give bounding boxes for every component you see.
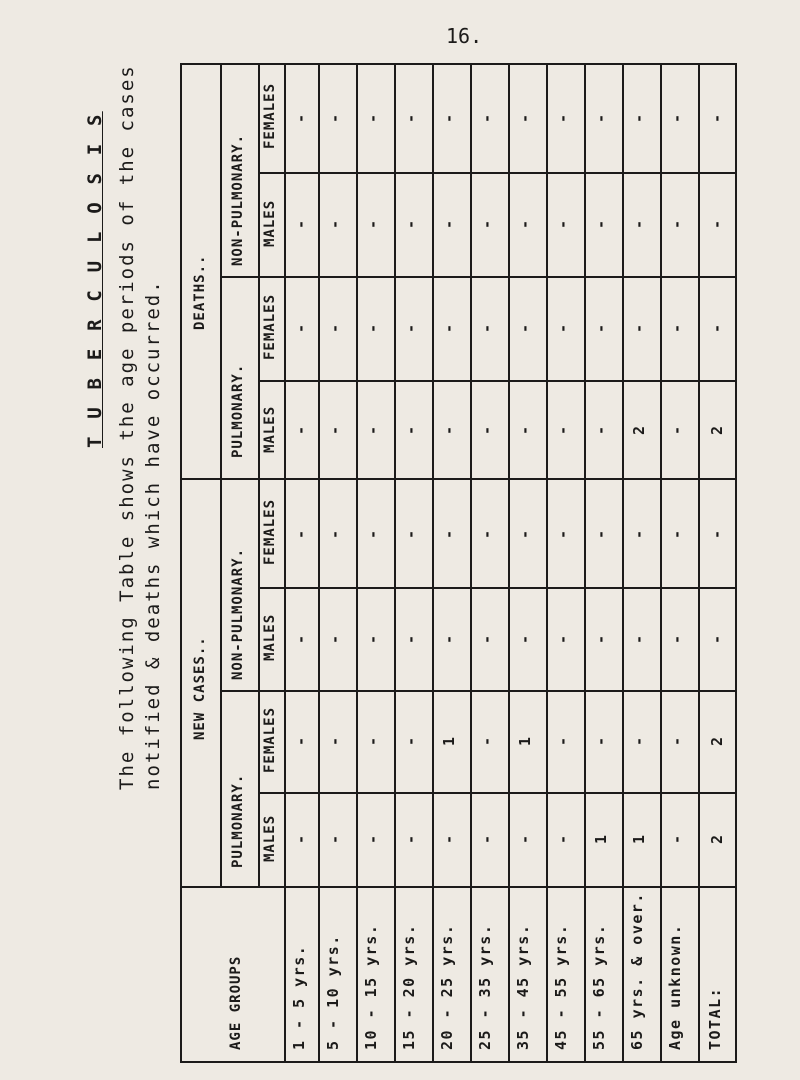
document-title: T U B E R C U L O S I S bbox=[84, 111, 106, 448]
table-cell-value: - bbox=[326, 219, 344, 229]
table-cell-value: - bbox=[326, 736, 344, 746]
header-row-line bbox=[258, 63, 260, 886]
column-divider-line bbox=[258, 276, 737, 278]
column-divider-line bbox=[258, 792, 737, 794]
sub-group-divider-line bbox=[220, 276, 258, 278]
table-cell-value: - bbox=[364, 834, 382, 844]
table-cell-value: - bbox=[554, 323, 572, 333]
table-cell-value: - bbox=[630, 323, 648, 333]
sex-header-males: MALES bbox=[262, 199, 278, 247]
new-non-pulmonary-header: NON-PULMONARY. bbox=[230, 547, 246, 680]
table-cell-value: - bbox=[516, 634, 534, 644]
table-cell-value: - bbox=[402, 736, 420, 746]
page-number: 16. bbox=[446, 24, 483, 48]
table-cell-value: - bbox=[516, 113, 534, 123]
table-cell-value: - bbox=[364, 634, 382, 644]
table-cell-value: - bbox=[402, 834, 420, 844]
table-cell-value: - bbox=[668, 634, 686, 644]
table-cell-value: - bbox=[630, 634, 648, 644]
table-cell-value: - bbox=[478, 834, 496, 844]
table-cell-value: - bbox=[402, 323, 420, 333]
age-group-label: 15 - 20 yrs. bbox=[400, 923, 418, 1050]
age-group-label: 55 - 65 yrs. bbox=[590, 923, 608, 1050]
sex-header-males: MALES bbox=[262, 814, 278, 862]
table-cell-value: - bbox=[440, 425, 458, 435]
table-cell-value: - bbox=[516, 425, 534, 435]
sex-header-females: FEMALES bbox=[262, 82, 278, 149]
table-cell-value: - bbox=[630, 113, 648, 123]
table-cell-value: 1 bbox=[592, 834, 610, 844]
table-cell-value: - bbox=[402, 113, 420, 123]
table-cell-value: - bbox=[592, 736, 610, 746]
table-cell-value: - bbox=[478, 529, 496, 539]
table-cell-value: - bbox=[478, 219, 496, 229]
table-cell-value: - bbox=[292, 834, 310, 844]
table-cell-value: - bbox=[478, 736, 496, 746]
row-divider-line bbox=[470, 63, 472, 1063]
age-group-label: 25 - 35 yrs. bbox=[476, 923, 494, 1050]
header-row-line bbox=[284, 63, 286, 886]
deaths-group-header: DEATHS.. bbox=[192, 254, 208, 330]
table-cell-value: 2 bbox=[708, 834, 726, 844]
table-cell-value: - bbox=[440, 634, 458, 644]
column-divider-line bbox=[258, 172, 737, 174]
header-row-line bbox=[220, 63, 222, 886]
table-cell-value: - bbox=[516, 529, 534, 539]
column-divider-line bbox=[258, 690, 737, 692]
table-cell-value: - bbox=[630, 736, 648, 746]
table-cell-value: - bbox=[554, 219, 572, 229]
new-pulmonary-header: PULMONARY. bbox=[230, 773, 246, 868]
table-cell-value: - bbox=[440, 219, 458, 229]
row-divider-line bbox=[584, 63, 586, 1063]
table-cell-value: - bbox=[402, 425, 420, 435]
age-group-label: 10 - 15 yrs. bbox=[362, 923, 380, 1050]
new-cases-group-header: NEW CASES.. bbox=[192, 636, 208, 740]
row-divider-line bbox=[356, 63, 358, 1063]
table-cell-value: - bbox=[668, 113, 686, 123]
sex-header-females: FEMALES bbox=[262, 293, 278, 360]
table-cell-value: - bbox=[364, 219, 382, 229]
table-cell-value: - bbox=[440, 834, 458, 844]
table-cell-value: - bbox=[668, 425, 686, 435]
table-cell-value: - bbox=[668, 529, 686, 539]
table-cell-value: - bbox=[708, 323, 726, 333]
table-cell-value: - bbox=[554, 529, 572, 539]
table-cell-value: - bbox=[292, 634, 310, 644]
age-groups-header: AGE GROUPS bbox=[228, 955, 244, 1050]
table-cell-value: - bbox=[292, 113, 310, 123]
row-divider-line bbox=[546, 63, 548, 1063]
table-cell-value: - bbox=[402, 529, 420, 539]
table-cell-value: - bbox=[592, 529, 610, 539]
table-cell-value: - bbox=[402, 219, 420, 229]
row-divider-line bbox=[432, 63, 434, 1063]
sex-header-females: FEMALES bbox=[262, 706, 278, 773]
table-cell-value: - bbox=[592, 425, 610, 435]
table-cell-value: - bbox=[630, 529, 648, 539]
table-cell-value: - bbox=[554, 634, 572, 644]
table-cell-value: - bbox=[554, 113, 572, 123]
table-cell-value: - bbox=[292, 425, 310, 435]
age-col-divider-line bbox=[180, 886, 737, 888]
row-divider-line bbox=[622, 63, 624, 1063]
table-cell-value: 2 bbox=[708, 425, 726, 435]
table-cell-value: - bbox=[708, 634, 726, 644]
age-group-label: 35 - 45 yrs. bbox=[514, 923, 532, 1050]
age-group-label: TOTAL: bbox=[706, 986, 724, 1050]
column-divider-line bbox=[258, 380, 737, 382]
table-cell-value: - bbox=[708, 219, 726, 229]
table-cell-value: - bbox=[364, 529, 382, 539]
row-divider-line bbox=[284, 886, 286, 1063]
table-cell-value: - bbox=[592, 634, 610, 644]
sex-header-males: MALES bbox=[262, 613, 278, 661]
table-cell-value: - bbox=[478, 113, 496, 123]
table-cell-value: - bbox=[630, 219, 648, 229]
table-cell-value: - bbox=[326, 634, 344, 644]
table-cell-value: - bbox=[326, 529, 344, 539]
table-cell-value: - bbox=[364, 736, 382, 746]
table-cell-value: - bbox=[592, 323, 610, 333]
age-group-label: 65 yrs. & over. bbox=[628, 892, 646, 1050]
table-cell-value: - bbox=[668, 323, 686, 333]
table-cell-value: - bbox=[292, 736, 310, 746]
table-cell-value: - bbox=[478, 634, 496, 644]
table-cell-value: 1 bbox=[630, 834, 648, 844]
table-cell-value: - bbox=[554, 425, 572, 435]
table-cell-value: - bbox=[326, 834, 344, 844]
heading-line-1: The following Table shows the age periods of the cases bbox=[116, 64, 138, 790]
table-cell-value: 1 bbox=[516, 736, 534, 746]
table-cell-value: 1 bbox=[440, 736, 458, 746]
heading-line-2: notified & deaths which have occurred. bbox=[142, 279, 164, 790]
table-cell-value: 2 bbox=[708, 736, 726, 746]
sex-header-females: FEMALES bbox=[262, 498, 278, 565]
table-cell-value: - bbox=[440, 529, 458, 539]
table-cell-value: - bbox=[326, 323, 344, 333]
table-cell-value: - bbox=[364, 323, 382, 333]
table-cell-value: - bbox=[708, 113, 726, 123]
age-group-label: 5 - 10 yrs. bbox=[324, 934, 342, 1050]
row-divider-line bbox=[698, 63, 700, 1063]
table-cell-value: - bbox=[708, 529, 726, 539]
column-divider-line bbox=[258, 587, 737, 589]
table-cell-value: - bbox=[440, 323, 458, 333]
table-cell-value: - bbox=[478, 323, 496, 333]
table-cell-value: - bbox=[292, 529, 310, 539]
table-cell-value: - bbox=[364, 425, 382, 435]
sub-group-divider-line bbox=[220, 690, 258, 692]
table-cell-value: - bbox=[516, 219, 534, 229]
table-cell-value: - bbox=[292, 323, 310, 333]
table-cell-value: - bbox=[478, 425, 496, 435]
sex-header-males: MALES bbox=[262, 405, 278, 453]
row-divider-line bbox=[394, 63, 396, 1063]
row-divider-line bbox=[508, 63, 510, 1063]
table-cell-value: - bbox=[592, 113, 610, 123]
group-divider-line bbox=[180, 478, 737, 480]
deaths-non-pulmonary-header: NON-PULMONARY. bbox=[230, 133, 246, 266]
table-cell-value: - bbox=[440, 113, 458, 123]
table-cell-value: - bbox=[402, 634, 420, 644]
table-cell-value: - bbox=[292, 219, 310, 229]
age-group-label: Age unknown. bbox=[666, 923, 684, 1050]
age-group-label: 1 - 5 yrs. bbox=[290, 944, 308, 1050]
table-cell-value: - bbox=[592, 219, 610, 229]
row-divider-line bbox=[318, 63, 320, 1063]
table-cell-value: - bbox=[516, 834, 534, 844]
table-cell-value: - bbox=[668, 736, 686, 746]
table-cell-value: - bbox=[668, 219, 686, 229]
table-cell-value: - bbox=[554, 736, 572, 746]
row-divider-line bbox=[660, 63, 662, 1063]
deaths-pulmonary-header: PULMONARY. bbox=[230, 363, 246, 458]
table-cell-value: - bbox=[326, 113, 344, 123]
age-group-label: 20 - 25 yrs. bbox=[438, 923, 456, 1050]
table-cell-value: - bbox=[668, 834, 686, 844]
table-cell-value: - bbox=[516, 323, 534, 333]
table-cell-value: 2 bbox=[630, 425, 648, 435]
age-group-label: 45 - 55 yrs. bbox=[552, 923, 570, 1050]
table-cell-value: - bbox=[364, 113, 382, 123]
table-cell-value: - bbox=[554, 834, 572, 844]
table-cell-value: - bbox=[326, 425, 344, 435]
